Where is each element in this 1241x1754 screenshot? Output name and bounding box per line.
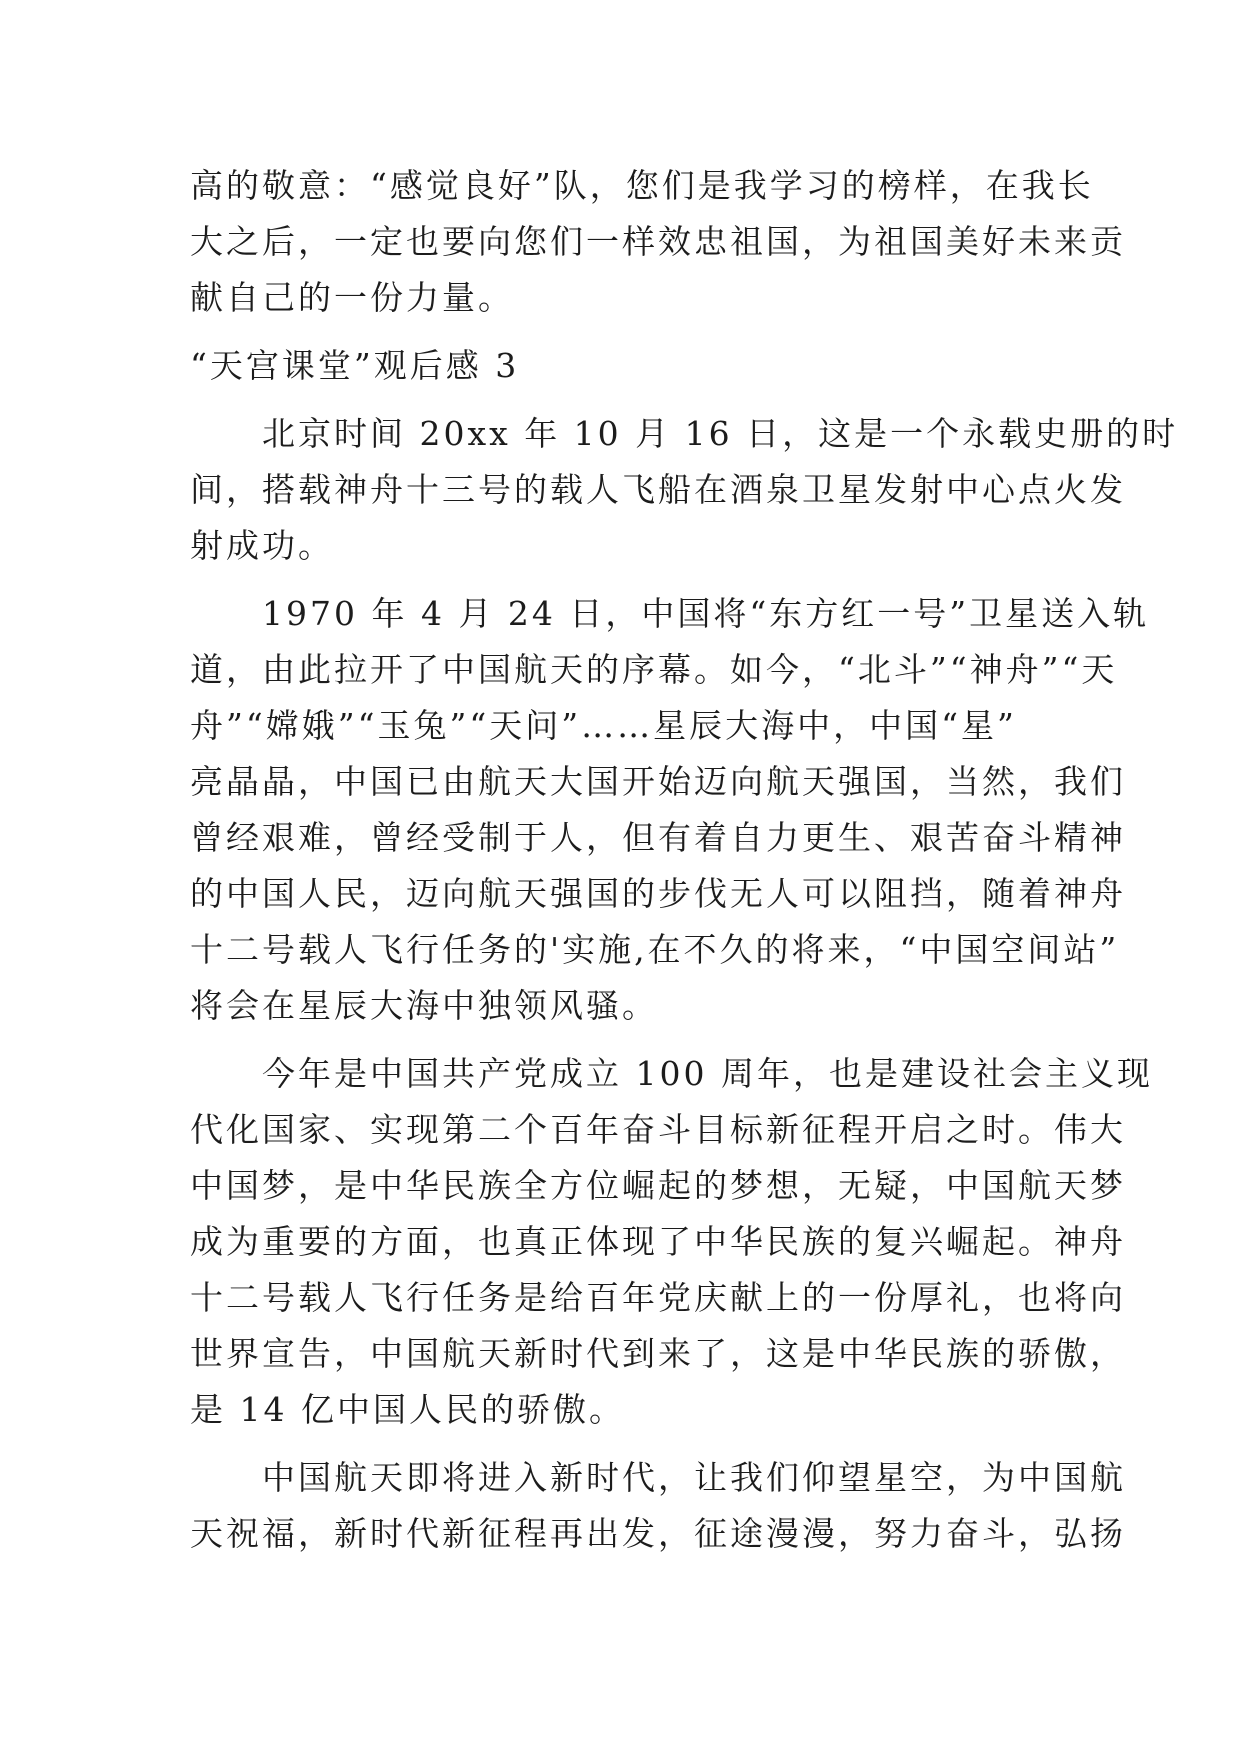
- text-line: 是 14 亿中国人民的骄傲。: [190, 1390, 625, 1429]
- text-line: 献自己的一份力量。: [190, 278, 514, 317]
- text-line: 亮晶晶，中国已由航天大国开始迈向航天强国，当然，我们: [190, 762, 1126, 801]
- text-line: 中国梦，是中华民族全方位崛起的梦想，无疑，中国航天梦: [190, 1166, 1126, 1205]
- text-line: 北京时间 20xx 年 10 月 16 日，这是一个永载史册的时: [190, 414, 1179, 453]
- paragraph: [190, 1046, 1153, 1438]
- text-line: 1970 年 4 月 24 日，中国将“东方红一号”卫星送入轨: [190, 594, 1150, 633]
- paragraph-continuation: [190, 158, 1126, 326]
- paragraph: [190, 586, 1150, 1034]
- text-line: 代化国家、实现第二个百年奋斗目标新征程开启之时。伟大: [190, 1110, 1126, 1149]
- text-line: 道，由此拉开了中国航天的序幕。如今，“北斗”“神舟”“天: [190, 650, 1118, 689]
- document-body: [190, 158, 1179, 1574]
- text-line: 高的敬意：“感觉良好”队，您们是我学习的榜样，在我长: [190, 166, 1094, 205]
- paragraph: [190, 1450, 1126, 1562]
- heading-text: “天宫课堂”观后感 3: [190, 346, 520, 385]
- section-heading: [190, 338, 1050, 394]
- text-line: 的中国人民，迈向航天强国的步伐无人可以阻挡，随着神舟: [190, 874, 1126, 913]
- text-line: 射成功。: [190, 526, 334, 565]
- text-line: 中国航天即将进入新时代，让我们仰望星空，为中国航: [190, 1458, 1126, 1497]
- text-line: 天祝福，新时代新征程再出发，征途漫漫，努力奋斗，弘扬: [190, 1514, 1126, 1553]
- text-line: 大之后，一定也要向您们一样效忠祖国，为祖国美好未来贡: [190, 222, 1126, 261]
- paragraph: [190, 406, 1179, 574]
- text-line: 今年是中国共产党成立 100 周年，也是建设社会主义现: [190, 1054, 1153, 1093]
- text-line: 将会在星辰大海中独领风骚。: [190, 986, 658, 1025]
- text-line: 成为重要的方面，也真正体现了中华民族的复兴崛起。神舟: [190, 1222, 1126, 1261]
- text-line: 舟”“嫦娥”“玉兔”“天问”……星辰大海中，中国“星”: [190, 706, 1017, 745]
- text-line: 十二号载人飞行任务的'实施,在不久的将来，“中国空间站”: [190, 930, 1120, 969]
- text-line: 十二号载人飞行任务是给百年党庆献上的一份厚礼，也将向: [190, 1278, 1126, 1317]
- text-line: 曾经艰难，曾经受制于人，但有着自力更生、艰苦奋斗精神: [190, 818, 1126, 857]
- text-line: 世界宣告，中国航天新时代到来了，这是中华民族的骄傲，: [190, 1334, 1126, 1373]
- text-line: 间，搭载神舟十三号的载人飞船在酒泉卫星发射中心点火发: [190, 470, 1126, 509]
